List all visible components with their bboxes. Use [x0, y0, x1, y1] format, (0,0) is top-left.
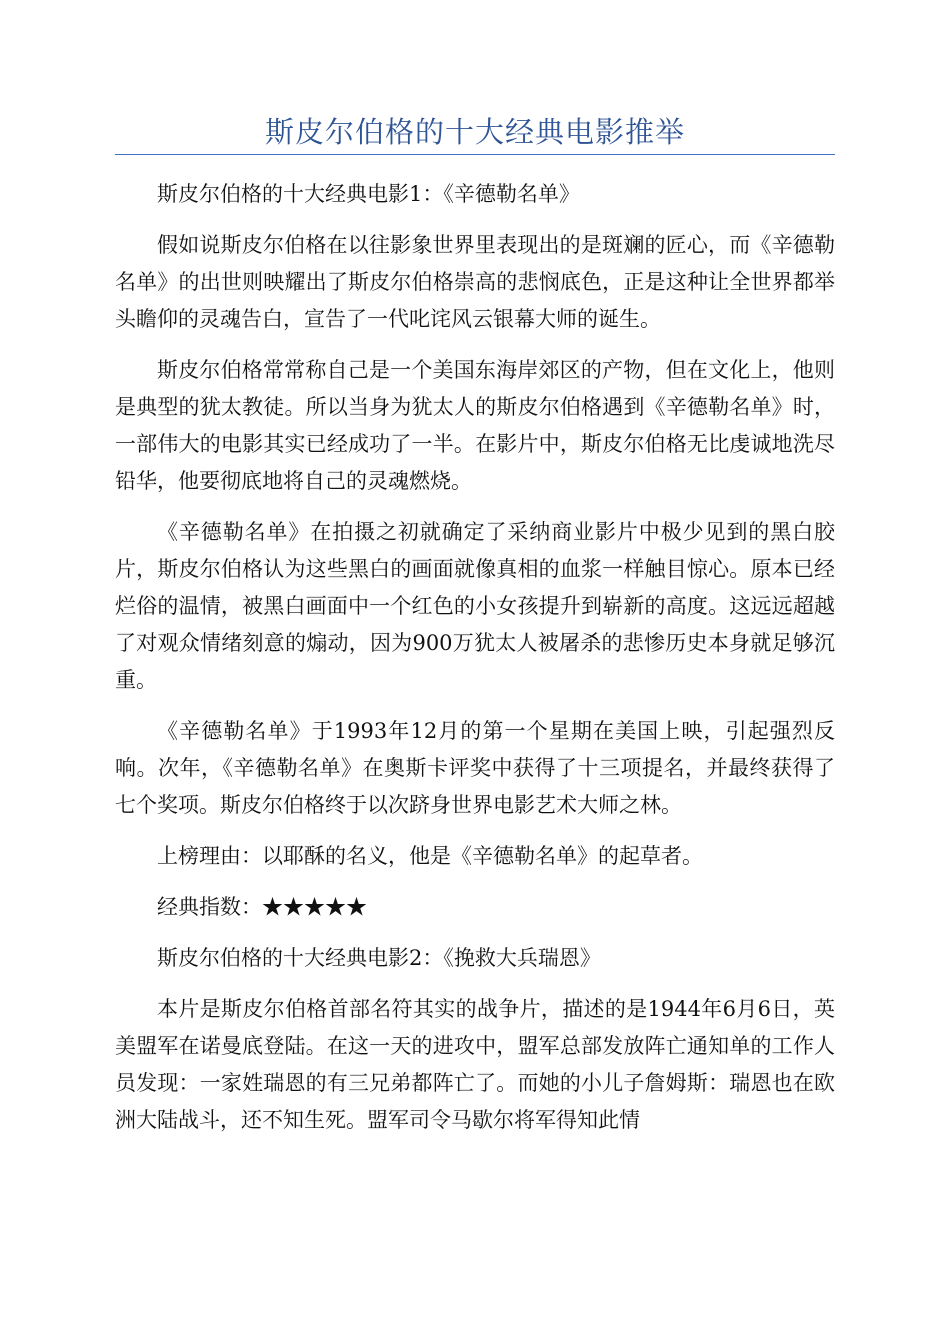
paragraph-3: 《辛德勒名单》在拍摄之初就确定了采纳商业影片中极少见到的黑白胶片，斯皮尔伯格认为这些黑白的画面就像真相的血浆一样触目惊心。原本已经烂俗的温情，被黑白画面中一个红色的小女孩提升到崭新的高度。这远远超越了对观众情绪刻意的煽动，因为900万犹太人被屠杀的悲惨历史本身就足够沉重。 [115, 520, 835, 692]
page-title: 斯皮尔伯格的十大经典电影推举 [264, 115, 685, 149]
paragraph-1: 假如说斯皮尔伯格在以往影象世界里表现出的是斑斓的匠心，而《辛德勒名单》的出世则映耀出了斯皮尔伯格崇高的悲悯底色，正是这种让全世界都举头瞻仰的灵魂告白，宣告了一代叱诧风云银幕大师的诞生。 [115, 233, 835, 331]
reason-line: 上榜理由：以耶酥的名义，他是《辛德勒名单》的起草者。 [157, 844, 703, 868]
title-underline [115, 154, 835, 155]
paragraph-5: 本片是斯皮尔伯格首部名符其实的战争片，描述的是1944年6月6日，英美盟军在诺曼底登陆。在这一天的进攻中，盟军总部发放阵亡通知单的工作人员发现：一家姓瑞恩的有三兄弟都阵亡了。而她的小儿子詹姆斯：瑞恩也在欧洲大陆战斗，还不知生死。盟军司令马歇尔将军得知此情 [115, 997, 835, 1132]
section-heading-2: 斯皮尔伯格的十大经典电影2：《挽救大兵瑞恩》 [157, 946, 601, 970]
paragraph-2: 斯皮尔伯格常常称自己是一个美国东海岸郊区的产物，但在文化上，他则是典型的犹太教徒。所以当身为犹太人的斯皮尔伯格遇到《辛德勒名单》时，一部伟大的电影其实已经成功了一半。在影片中，斯皮尔伯格无比虔诚地洗尽铅华，他要彻底地将自己的灵魂燃烧。 [115, 358, 835, 493]
rating-line: 经典指数：★★★★★ [157, 895, 367, 919]
document-body [115, 176, 835, 1153]
section-heading-1: 斯皮尔伯格的十大经典电影1：《辛德勒名单》 [157, 182, 580, 206]
paragraph-4: 《辛德勒名单》于1993年12月的第一个星期在美国上映，引起强烈反响。次年，《辛德勒名单》在奥斯卡评奖中获得了十三项提名，并最终获得了七个奖项。斯皮尔伯格终于以次跻身世界电影艺术大师之林。 [115, 719, 835, 817]
